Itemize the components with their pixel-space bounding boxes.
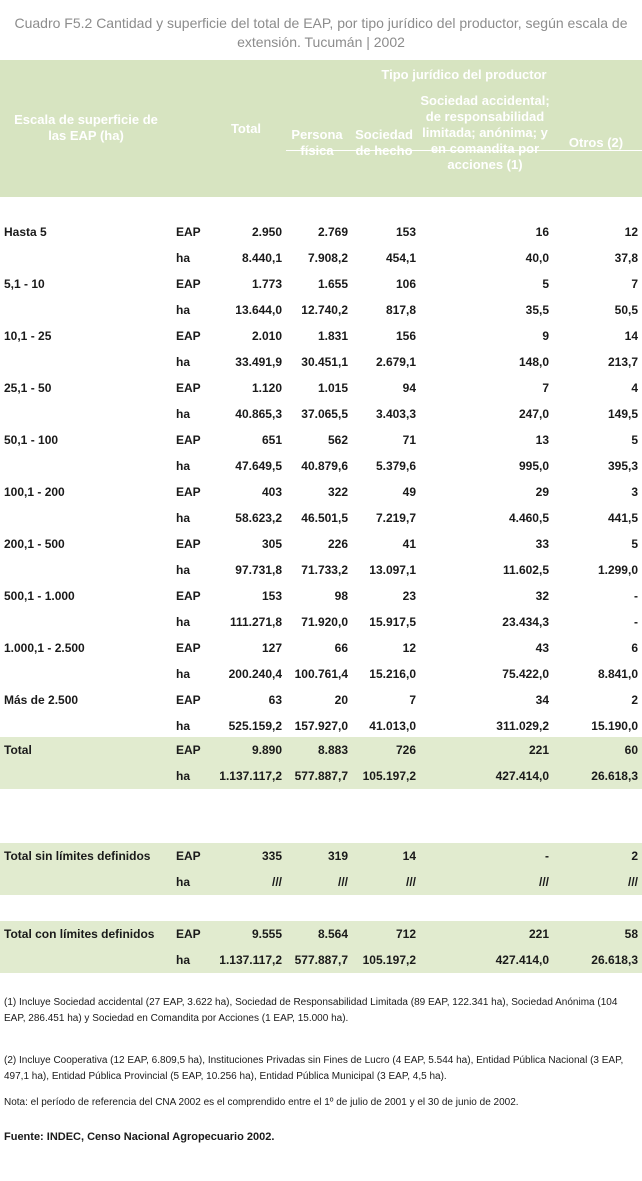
cell-total: 1.137.117,2 xyxy=(219,953,282,967)
cell-sociedad-accidental: 311.029,2 xyxy=(496,719,549,733)
cell-persona-fisica: 157.927,0 xyxy=(294,719,348,733)
row-unit: EAP xyxy=(176,433,201,447)
row-label: 1.000,1 - 2.500 xyxy=(4,641,85,655)
row-unit: EAP xyxy=(176,485,201,499)
row-label: 50,1 - 100 xyxy=(4,433,59,447)
row-unit: EAP xyxy=(176,225,201,239)
cell-sociedad-accidental: 427.414,0 xyxy=(495,953,549,967)
cell-otros: 5 xyxy=(631,433,638,447)
row-unit: EAP xyxy=(176,381,201,395)
cell-sociedad-accidental: 4.460,5 xyxy=(508,511,549,525)
cell-sociedad-hecho: 14 xyxy=(402,849,416,863)
cell-sociedad-hecho: 817,8 xyxy=(385,303,416,317)
table-row xyxy=(0,947,642,973)
cell-sociedad-accidental: 221 xyxy=(528,743,549,757)
cell-otros: 8.841,0 xyxy=(597,667,638,681)
cell-sociedad-accidental: 13 xyxy=(535,433,549,447)
header-otros: Otros (2) xyxy=(568,135,624,150)
cell-persona-fisica: 577.887,7 xyxy=(294,769,348,783)
row-unit: EAP xyxy=(176,743,201,757)
cell-sociedad-hecho: 153 xyxy=(395,225,416,239)
cell-persona-fisica: 562 xyxy=(327,433,348,447)
cell-total: /// xyxy=(271,875,282,889)
table-row xyxy=(0,245,642,271)
cell-otros: 15.190,0 xyxy=(591,719,638,733)
cell-total: 9.890 xyxy=(251,743,282,757)
cell-total: 63 xyxy=(268,693,282,707)
cell-sociedad-accidental: 11.602,5 xyxy=(502,563,549,577)
cell-sociedad-hecho: 726 xyxy=(395,743,416,757)
table-row xyxy=(0,557,642,583)
table-row xyxy=(0,843,642,869)
row-unit: ha xyxy=(176,407,191,421)
cell-sociedad-accidental: 23.434,3 xyxy=(502,615,549,629)
row-unit: EAP xyxy=(176,693,201,707)
table-row xyxy=(0,713,642,739)
cell-total: 8.440,1 xyxy=(241,251,282,265)
cell-sociedad-hecho: 2.679,1 xyxy=(375,355,416,369)
cell-otros: 60 xyxy=(624,743,638,757)
cell-total: 111.271,8 xyxy=(229,615,282,629)
cell-sociedad-accidental: 34 xyxy=(535,693,549,707)
row-label: 500,1 - 1.000 xyxy=(4,589,75,603)
cell-total: 13.644,0 xyxy=(235,303,282,317)
cell-otros: - xyxy=(634,589,638,603)
row-label: Total con límites definidos xyxy=(4,927,155,941)
row-unit: ha xyxy=(176,251,191,265)
cell-otros: 37,8 xyxy=(614,251,638,265)
cell-total: 2.950 xyxy=(251,225,282,239)
header-total: Total xyxy=(230,121,262,136)
table-row xyxy=(0,737,642,763)
row-label: Total sin límites definidos xyxy=(4,849,151,863)
header-sociedad-hecho: Sociedad de hecho xyxy=(355,127,413,158)
table-row xyxy=(0,271,642,297)
cell-sociedad-accidental: /// xyxy=(538,875,549,889)
row-unit: EAP xyxy=(176,537,201,551)
cell-sociedad-hecho: 156 xyxy=(395,329,416,343)
row-label: 200,1 - 500 xyxy=(4,537,65,551)
cell-sociedad-accidental: 16 xyxy=(535,225,549,239)
cell-sociedad-accidental: 148,0 xyxy=(518,355,549,369)
cell-sociedad-accidental: 247,0 xyxy=(518,407,549,421)
cell-persona-fisica: 7.908,2 xyxy=(307,251,348,265)
row-unit: ha xyxy=(176,511,191,525)
cell-sociedad-hecho: 7.219,7 xyxy=(375,511,416,525)
cell-total: 305 xyxy=(261,537,282,551)
cell-sociedad-accidental: 35,5 xyxy=(525,303,549,317)
cell-persona-fisica: /// xyxy=(337,875,348,889)
header-escala: Escala de superficie de las EAP (ha) xyxy=(14,112,158,143)
cell-total: 33.491,9 xyxy=(235,355,282,369)
table-row xyxy=(0,635,642,661)
cell-otros: 26.618,3 xyxy=(591,769,638,783)
cell-sociedad-accidental: 32 xyxy=(535,589,549,603)
cell-sociedad-accidental: - xyxy=(545,849,549,863)
cell-sociedad-accidental: 221 xyxy=(528,927,549,941)
row-unit: ha xyxy=(176,875,191,889)
cell-otros: 5 xyxy=(631,537,638,551)
table-row xyxy=(0,505,642,531)
cell-persona-fisica: 1.655 xyxy=(317,277,348,291)
table-header xyxy=(0,60,642,197)
cell-sociedad-accidental: 427.414,0 xyxy=(495,769,549,783)
cell-persona-fisica: 66 xyxy=(334,641,348,655)
cell-sociedad-accidental: 9 xyxy=(542,329,549,343)
row-unit: EAP xyxy=(176,849,201,863)
table-row xyxy=(0,661,642,687)
cell-otros: 6 xyxy=(631,641,638,655)
cell-otros: 395,3 xyxy=(607,459,638,473)
row-unit: ha xyxy=(176,459,191,473)
cell-sociedad-hecho: 454,1 xyxy=(385,251,416,265)
cell-otros: 14 xyxy=(624,329,638,343)
cell-persona-fisica: 226 xyxy=(327,537,348,551)
cell-otros: 441,5 xyxy=(607,511,638,525)
cell-total: 9.555 xyxy=(251,927,282,941)
row-unit: ha xyxy=(176,719,191,733)
cell-otros: 213,7 xyxy=(607,355,638,369)
row-label: Hasta 5 xyxy=(4,225,47,239)
cell-sociedad-hecho: 41 xyxy=(402,537,416,551)
table-row xyxy=(0,219,642,245)
cell-sociedad-hecho: 106 xyxy=(395,277,416,291)
header-tipo-juridico: Tipo jurídico del productor xyxy=(381,67,547,82)
cell-total: 97.731,8 xyxy=(235,563,282,577)
cell-total: 153 xyxy=(261,589,282,603)
cell-otros: 50,5 xyxy=(614,303,638,317)
cell-sociedad-hecho: 712 xyxy=(395,927,416,941)
cell-persona-fisica: 8.883 xyxy=(317,743,348,757)
table-row xyxy=(0,453,642,479)
cell-persona-fisica: 98 xyxy=(334,589,348,603)
row-label: 100,1 - 200 xyxy=(4,485,65,499)
row-unit: ha xyxy=(176,953,191,967)
cell-otros: 2 xyxy=(631,693,638,707)
table-row xyxy=(0,921,642,947)
cell-persona-fisica: 100.761,4 xyxy=(294,667,348,681)
row-unit: EAP xyxy=(176,589,201,603)
table-row xyxy=(0,583,642,609)
cell-sociedad-hecho: /// xyxy=(405,875,416,889)
cell-persona-fisica: 1.015 xyxy=(317,381,348,395)
row-unit: ha xyxy=(176,667,191,681)
cell-total: 40.865,3 xyxy=(235,407,282,421)
row-unit: ha xyxy=(176,303,191,317)
cell-otros: 12 xyxy=(624,225,638,239)
footnote-1: (1) Incluye Sociedad accidental (27 EAP, 3.622 ha), Sociedad de Responsabilidad Limitada (89 EAP, 122.341 ha), Sociedad Anónima (104 EAP, 286.451 ha) y Sociedad en Comandita por Acciones (1 EAP, 15.000 ha). xyxy=(4,997,618,1024)
cell-sociedad-hecho: 23 xyxy=(402,589,416,603)
cell-sociedad-hecho: 7 xyxy=(409,693,416,707)
cell-sociedad-accidental: 29 xyxy=(535,485,549,499)
cell-total: 1.120 xyxy=(251,381,282,395)
cell-sociedad-hecho: 71 xyxy=(402,433,416,447)
cell-persona-fisica: 319 xyxy=(327,849,348,863)
cell-total: 127 xyxy=(261,641,282,655)
cell-sociedad-accidental: 40,0 xyxy=(525,251,549,265)
cell-sociedad-hecho: 105.197,2 xyxy=(362,769,416,783)
cell-total: 1.137.117,2 xyxy=(219,769,282,783)
cell-otros: 2 xyxy=(631,849,638,863)
cell-persona-fisica: 322 xyxy=(327,485,348,499)
footnote-2: (2) Incluye Cooperativa (12 EAP, 6.809,5 ha), Instituciones Privadas sin Fines de Lucro (4 EAP, 5.544 ha), Entidad Pública Nacional (3 EAP, 497,1 ha), Entidad Pública Provincial (5 EAP, 10.256 ha), Entidad Pública Municipal (3 EAP, 4,5 ha). xyxy=(4,1055,624,1082)
cell-sociedad-accidental: 75.422,0 xyxy=(502,667,549,681)
table-row xyxy=(0,869,642,895)
cell-persona-fisica: 30.451,1 xyxy=(301,355,348,369)
row-unit: ha xyxy=(176,615,191,629)
row-unit: ha xyxy=(176,563,191,577)
cell-total: 58.623,2 xyxy=(235,511,282,525)
cell-otros: 149,5 xyxy=(607,407,638,421)
table-row xyxy=(0,687,642,713)
cell-persona-fisica: 46.501,5 xyxy=(301,511,348,525)
cell-sociedad-hecho: 41.013,0 xyxy=(369,719,416,733)
row-unit: EAP xyxy=(176,277,201,291)
table-row xyxy=(0,401,642,427)
cell-otros: 1.299,0 xyxy=(597,563,638,577)
table-row xyxy=(0,531,642,557)
cell-sociedad-hecho: 13.097,1 xyxy=(369,563,416,577)
cell-persona-fisica: 20 xyxy=(334,693,348,707)
table-row xyxy=(0,349,642,375)
cell-sociedad-accidental: 5 xyxy=(542,277,549,291)
cell-otros: 3 xyxy=(631,485,638,499)
cell-otros: - xyxy=(634,615,638,629)
table-row xyxy=(0,479,642,505)
cell-total: 200.240,4 xyxy=(228,667,282,681)
cell-persona-fisica: 1.831 xyxy=(317,329,348,343)
cell-otros: 7 xyxy=(631,277,638,291)
row-label: 25,1 - 50 xyxy=(4,381,52,395)
table-row xyxy=(0,323,642,349)
cell-otros: 58 xyxy=(624,927,638,941)
cell-sociedad-accidental: 43 xyxy=(535,641,549,655)
header-persona-fisica: Persona física xyxy=(291,127,343,158)
cell-persona-fisica: 8.564 xyxy=(317,927,348,941)
cell-persona-fisica: 12.740,2 xyxy=(301,303,348,317)
row-unit: EAP xyxy=(176,927,201,941)
cell-otros: 26.618,3 xyxy=(591,953,638,967)
cell-total: 403 xyxy=(261,485,282,499)
row-unit: EAP xyxy=(176,641,201,655)
cell-persona-fisica: 71.920,0 xyxy=(301,615,348,629)
cell-persona-fisica: 37.065,5 xyxy=(301,407,348,421)
cell-persona-fisica: 577.887,7 xyxy=(294,953,348,967)
cell-total: 1.773 xyxy=(251,277,282,291)
cell-sociedad-hecho: 3.403,3 xyxy=(375,407,416,421)
row-unit: ha xyxy=(176,355,191,369)
table-row xyxy=(0,763,642,789)
cell-sociedad-hecho: 12 xyxy=(402,641,416,655)
cell-sociedad-hecho: 94 xyxy=(402,381,416,395)
cell-sociedad-hecho: 5.379,6 xyxy=(375,459,416,473)
cell-sociedad-hecho: 15.917,5 xyxy=(369,615,416,629)
cell-total: 525.159,2 xyxy=(228,719,282,733)
table-row xyxy=(0,609,642,635)
cell-total: 47.649,5 xyxy=(235,459,282,473)
cell-sociedad-accidental: 7 xyxy=(542,381,549,395)
cell-total: 2.010 xyxy=(251,329,282,343)
cell-sociedad-accidental: 995,0 xyxy=(518,459,549,473)
cell-total: 335 xyxy=(261,849,282,863)
reference-note: Nota: el período de referencia del CNA 2002 es el comprendido entre el 1º de julio de 2001 y el 30 de junio de 2002. xyxy=(4,1097,519,1108)
table-row xyxy=(0,427,642,453)
table-row xyxy=(0,375,642,401)
cell-sociedad-accidental: 33 xyxy=(535,537,549,551)
row-unit: ha xyxy=(176,769,191,783)
cell-sociedad-hecho: 49 xyxy=(402,485,416,499)
cell-total: 651 xyxy=(261,433,282,447)
cell-sociedad-hecho: 15.216,0 xyxy=(369,667,416,681)
row-label: 5,1 - 10 xyxy=(4,277,45,291)
cell-sociedad-hecho: 105.197,2 xyxy=(362,953,416,967)
cell-otros: /// xyxy=(627,875,638,889)
cell-persona-fisica: 40.879,6 xyxy=(301,459,348,473)
row-label: Total xyxy=(4,743,32,757)
table-row xyxy=(0,297,642,323)
cell-otros: 4 xyxy=(631,381,638,395)
row-label: 10,1 - 25 xyxy=(4,329,52,343)
cell-persona-fisica: 71.733,2 xyxy=(301,563,348,577)
header-sociedad-accidental: Sociedad accidental; de responsabilidad limitada; anónima; y en comandita por acciones (1) xyxy=(420,93,550,172)
row-label: Más de 2.500 xyxy=(4,693,79,707)
source-note: Fuente: INDEC, Censo Nacional Agropecuario 2002. xyxy=(4,1131,275,1143)
cell-persona-fisica: 2.769 xyxy=(317,225,348,239)
table-title: Cuadro F5.2 Cantidad y superficie del total de EAP, por tipo jurídico del productor, según escala de extensión. Tucumán | 2002 xyxy=(14,15,628,50)
row-unit: EAP xyxy=(176,329,201,343)
